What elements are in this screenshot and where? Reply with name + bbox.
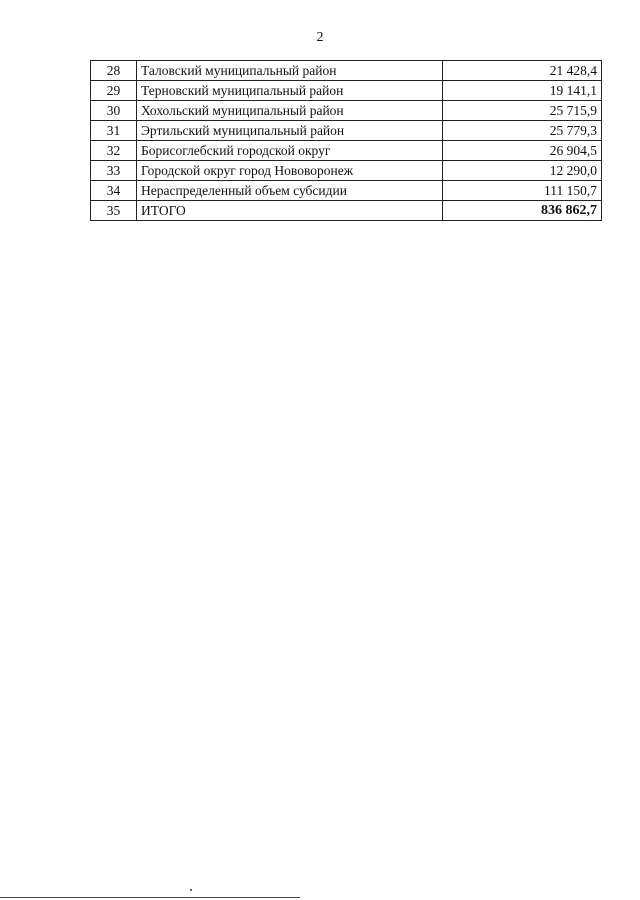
row-number: 28 xyxy=(91,61,137,81)
municipality-name: Городской округ город Нововоронеж xyxy=(137,161,443,181)
table-row xyxy=(91,81,602,101)
municipality-name: Борисоглебский городской округ xyxy=(137,141,443,161)
municipality-name: Хохольский муниципальный район xyxy=(137,101,443,121)
table-row xyxy=(91,101,602,121)
page-number: 2 xyxy=(316,30,324,45)
subsidy-amount: 111 150,7 xyxy=(443,181,602,201)
table-row xyxy=(91,181,602,201)
table-row xyxy=(91,61,602,81)
footer-divider xyxy=(0,897,300,898)
subsidy-table xyxy=(90,60,602,221)
municipality-name: Нераспределенный объем субсидии xyxy=(137,181,443,201)
total-label: ИТОГО xyxy=(137,201,443,221)
scan-mark xyxy=(190,889,192,891)
total-amount: 836 862,7 xyxy=(443,201,602,221)
municipality-name: Таловский муниципальный район xyxy=(137,61,443,81)
row-number: 32 xyxy=(91,141,137,161)
table-row xyxy=(91,141,602,161)
municipality-name: Эртильский муниципальный район xyxy=(137,121,443,141)
municipality-name: Терновский муниципальный район xyxy=(137,81,443,101)
row-number: 33 xyxy=(91,161,137,181)
row-number: 29 xyxy=(91,81,137,101)
table-row xyxy=(91,121,602,141)
row-number: 30 xyxy=(91,101,137,121)
row-number: 34 xyxy=(91,181,137,201)
subsidy-amount: 21 428,4 xyxy=(443,61,602,81)
subsidy-amount: 26 904,5 xyxy=(443,141,602,161)
total-row xyxy=(91,201,602,221)
row-number: 31 xyxy=(91,121,137,141)
subsidy-amount: 25 779,3 xyxy=(443,121,602,141)
subsidy-amount: 25 715,9 xyxy=(443,101,602,121)
table-row xyxy=(91,161,602,181)
subsidy-amount: 12 290,0 xyxy=(443,161,602,181)
subsidy-amount: 19 141,1 xyxy=(443,81,602,101)
row-number: 35 xyxy=(91,201,137,221)
